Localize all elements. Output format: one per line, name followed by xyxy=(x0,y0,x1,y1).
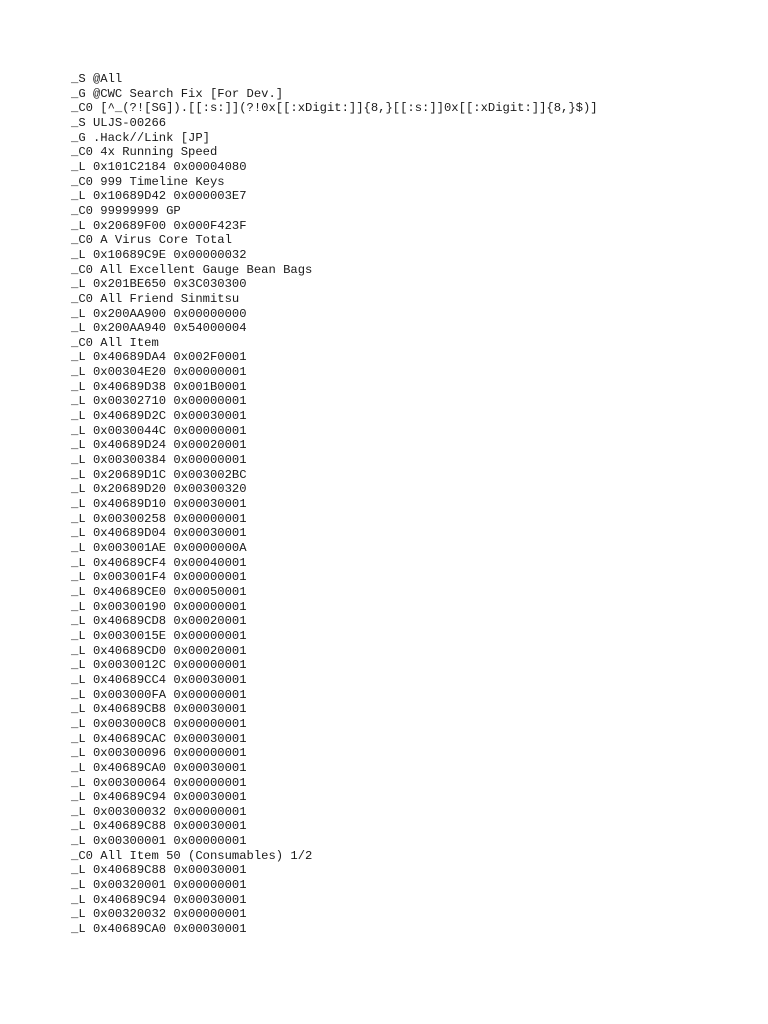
cheat-name-line: _C0 All Friend Sinmitsu xyxy=(71,291,240,306)
cheat-code-line: _L 0x00300032 0x00000001 xyxy=(71,804,247,819)
cheat-code-line: _L 0x101C2184 0x00004080 xyxy=(71,159,247,174)
cheat-code-line: _L 0x40689D38 0x001B0001 xyxy=(71,379,247,394)
cheat-code-line: _L 0x20689F00 0x000F423F xyxy=(71,218,247,233)
cheat-code-line: _L 0x20689D20 0x00300320 xyxy=(71,482,247,497)
cheat-code-line: _L 0x200AA940 0x54000004 xyxy=(71,321,247,336)
cheat-code-line: _L 0x40689D04 0x00030001 xyxy=(71,526,247,541)
cheat-code-line: _L 0x10689D42 0x000003E7 xyxy=(71,189,247,204)
cheat-code-line: _L 0x00300096 0x00000001 xyxy=(71,746,247,761)
game-id-line: _S ULJS-00266 xyxy=(71,115,167,130)
cheat-code-line: _L 0x00320032 0x00000001 xyxy=(71,907,247,922)
cheat-code-line: _L 0x40689CD8 0x00020001 xyxy=(71,614,247,629)
cheat-code-line: _L 0x40689CE0 0x00050001 xyxy=(71,584,247,599)
cheat-code-line: _L 0x10689C9E 0x00000032 xyxy=(71,247,247,262)
cheat-code-line: _L 0x00300258 0x00000001 xyxy=(71,511,247,526)
cheat-name-line: _C0 99999999 GP xyxy=(71,203,181,218)
cheat-code-line: _L 0x40689DA4 0x002F0001 xyxy=(71,350,247,365)
cheat-code-line: _L 0x00300001 0x00000001 xyxy=(71,834,247,849)
cheat-code-line: _L 0x40689C94 0x00030001 xyxy=(71,790,247,805)
cheat-code-line: _L 0x20689D1C 0x003002BC xyxy=(71,467,247,482)
cheat-code-line: _L 0x003000C8 0x00000001 xyxy=(71,716,247,731)
cheat-code-line: _L 0x003001F4 0x00000001 xyxy=(71,570,247,585)
cheat-code-line: _L 0x40689CB8 0x00030001 xyxy=(71,702,247,717)
cheat-code-line: _L 0x40689CA0 0x00030001 xyxy=(71,922,247,937)
game-title-line: _G .Hack//Link [JP] xyxy=(71,130,210,145)
cheat-code-line: _L 0x40689D10 0x00030001 xyxy=(71,497,247,512)
cheat-code-line: _L 0x40689CF4 0x00040001 xyxy=(71,555,247,570)
cheat-code-line: _L 0x40689D24 0x00020001 xyxy=(71,438,247,453)
cheat-code-line: _L 0x003000FA 0x00000001 xyxy=(71,687,247,702)
cheat-code-line: _L 0x003001AE 0x0000000A xyxy=(71,541,247,555)
cheat-name-line: _C0 999 Timeline Keys xyxy=(71,174,225,189)
cheat-code-line: _L 0x40689C88 0x00030001 xyxy=(71,819,247,834)
cheat-name-line: _C0 All Excellent Gauge Bean Bags xyxy=(71,262,313,277)
cheat-code-line: _L 0x40689C94 0x00030001 xyxy=(71,892,247,907)
cheat-code-line: _L 0x40689D2C 0x00030001 xyxy=(71,409,247,424)
game-id-line: _S @All xyxy=(71,72,123,86)
cheat-code-line: _L 0x40689C88 0x00030001 xyxy=(71,863,247,878)
cheat-code-line: _L 0x40689CAC 0x00030001 xyxy=(71,731,247,746)
cheat-name-line: _C0 All Item 50 (Consumables) 1/2 xyxy=(71,848,313,863)
cheat-name-line: _C0 All Item xyxy=(71,335,159,350)
cheat-code-line: _L 0x40689CD0 0x00020001 xyxy=(71,643,247,658)
cheat-code-line: _L 0x00300190 0x00000001 xyxy=(71,599,247,614)
cheat-code-line: _L 0x200AA900 0x00000000 xyxy=(71,306,247,321)
cheat-name-line: _C0 A Virus Core Total xyxy=(71,233,232,248)
cheat-code-line: _L 0x0030012C 0x00000001 xyxy=(71,658,247,673)
cheat-code-line: _L 0x40689CA0 0x00030001 xyxy=(71,760,247,775)
cheat-code-line: _L 0x40689CC4 0x00030001 xyxy=(71,672,247,687)
cheat-code-line: _L 0x00320001 0x00000001 xyxy=(71,878,247,893)
cheat-name-line: _C0 [^_(?![SG]).[[:s:]](?!0x[[:xDigit:]]{8,}[[:s:]]0x[[:xDigit:]]{8,}$)] xyxy=(71,101,598,116)
cheat-code-line: _L 0x00302710 0x00000001 xyxy=(71,394,247,409)
game-title-line: _G @CWC Search Fix [For Dev.] xyxy=(71,86,284,101)
cheat-code-line: _L 0x00300064 0x00000001 xyxy=(71,775,247,790)
cheat-code-document xyxy=(71,72,751,937)
cheat-code-line: _L 0x00300384 0x00000001 xyxy=(71,453,247,468)
cheat-code-line: _L 0x201BE650 0x3C030300 xyxy=(71,277,247,292)
cheat-code-line: _L 0x0030044C 0x00000001 xyxy=(71,423,247,438)
cheat-name-line: _C0 4x Running Speed xyxy=(71,145,218,160)
cheat-code-line: _L 0x0030015E 0x00000001 xyxy=(71,628,247,643)
cheat-code-line: _L 0x00304E20 0x00000001 xyxy=(71,365,247,380)
